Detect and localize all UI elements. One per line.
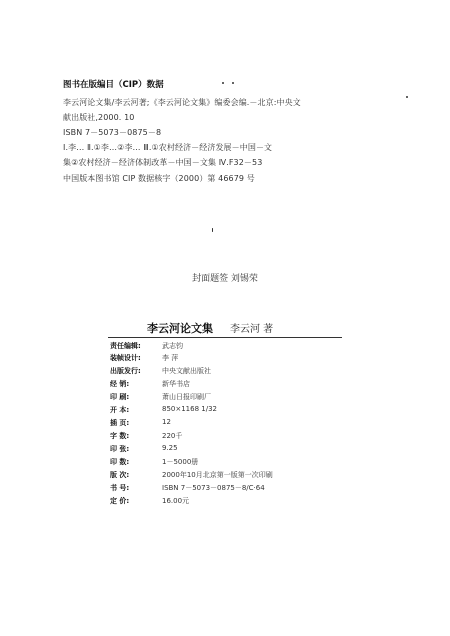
speck [212,228,213,232]
cip-line: 集②农村经济－经济体制改革－中国－文集 Ⅳ.F32－53 [63,158,263,167]
colophon-label: 书 号: [110,484,130,492]
colophon-value: 武志钧 [162,342,183,350]
colophon-value: 新华书店 [162,380,190,388]
cip-line: 李云河论文集/李云河著;《李云河论文集》编委会编.－北京:中央文 [63,98,301,107]
colophon-value: 中央文献出版社 [162,367,211,375]
colophon-label: 字 数: [110,432,130,440]
colophon-value: 9.25 [162,444,178,452]
colophon-label: 插 页: [110,419,130,427]
cip-line: ISBN 7－5073－0875－8 [63,128,162,137]
colophon-row [110,341,183,351]
colophon-label: 印 刷: [110,393,130,401]
cip-line: 中国版本图书馆 CIP 数据核字（2000）第 46679 号 [63,174,255,183]
colophon-row [110,444,178,454]
colophon-row [110,366,211,376]
colophon-row [110,496,190,506]
colophon-row [110,483,265,493]
speck [406,96,408,98]
colophon-label: 印 数: [110,458,130,466]
colophon-row [110,405,217,415]
colophon-row [110,470,273,480]
colophon-value: 李 萍 [162,354,179,362]
colophon-value: ISBN 7－5073－0875－8/C·64 [162,484,265,492]
colophon-label: 装帧设计: [110,354,141,362]
colophon-value: 850×1168 1/32 [162,405,217,413]
cip-line: 献出版社,2000. 10 [63,113,135,122]
speck [232,82,234,84]
colophon-row [110,418,171,428]
colophon-row [110,457,199,467]
book-author: 李云河 著 [230,324,274,335]
colophon-label: 经 销: [110,380,130,388]
colophon-row [110,353,179,363]
book-title: 李云河论文集 [147,322,213,335]
colophon-value: 16.00元 [162,497,190,505]
speck [222,82,224,84]
colophon-label: 定 价: [110,497,130,505]
colophon-label: 责任编辑: [110,342,141,350]
cip-line: Ⅰ.李… Ⅱ.①李…②李… Ⅲ.①农村经济－经济发展－中国－文 [63,143,273,152]
cover-inscription: 封面题签 刘锡荣 [192,274,258,284]
top-rule [108,337,342,338]
colophon-label: 出版发行: [110,367,141,375]
colophon-value: 萧山日报印刷厂 [162,393,211,401]
colophon-row [110,379,190,389]
colophon-value: 220千 [162,432,183,440]
colophon-row [110,392,211,402]
colophon-label: 版 次: [110,471,130,479]
colophon-value: 2000年10月北京第一版第一次印刷 [162,471,273,479]
colophon-label: 印 张: [110,445,130,453]
cip-heading: 图书在版编目（CIP）数据 [63,80,164,90]
colophon-value: 1－5000册 [162,458,199,466]
colophon-row [110,431,183,441]
colophon-label: 开 本: [110,406,130,414]
colophon-value: 12 [162,418,171,426]
